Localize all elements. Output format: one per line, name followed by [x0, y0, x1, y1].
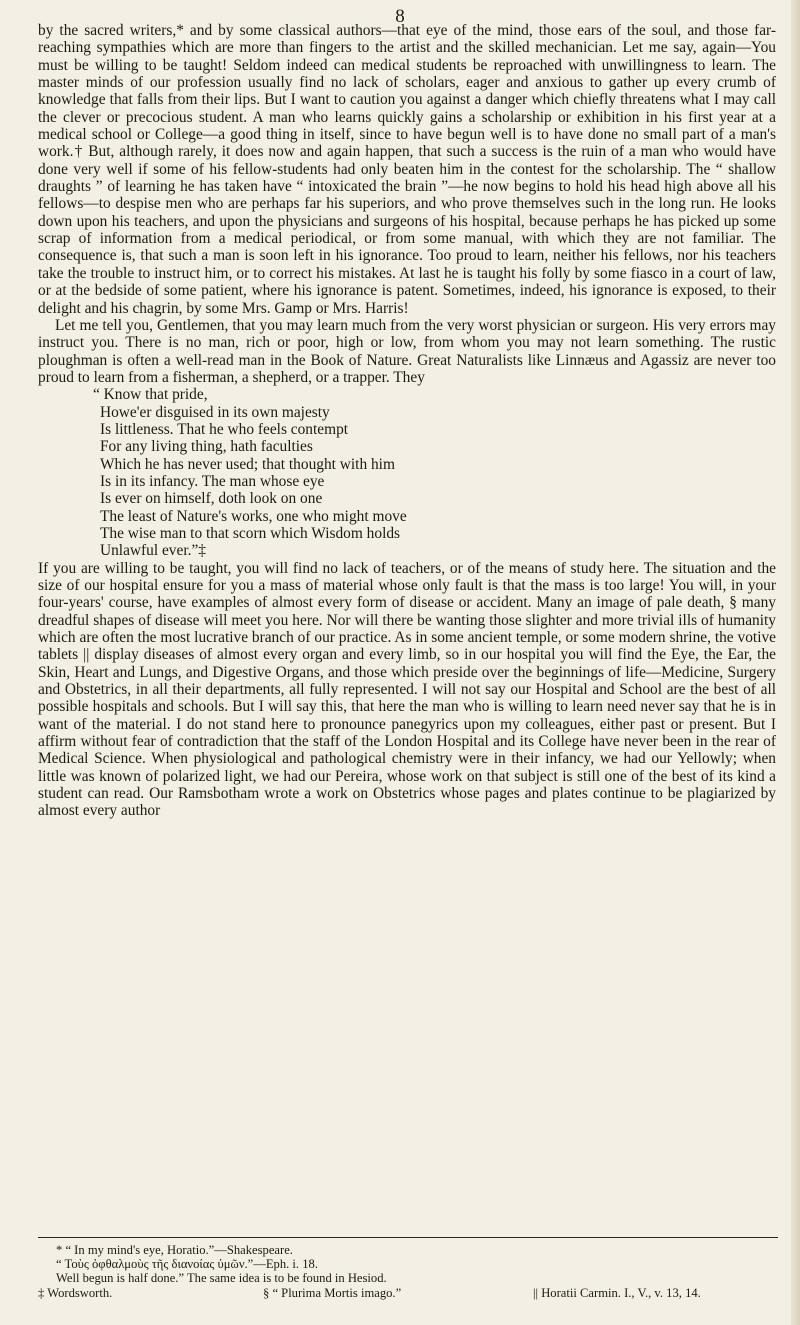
- poem-line: “ Know that pride,: [93, 386, 208, 404]
- paragraph-1: by the sacred writers,* and by some classical authors—that eye of the mind, those ears of the soul, and those far-reaching sympathies which are more than fingers to the artist and the skilled mechanician. Let me say, again—You must be willing to be taught! Seldom indeed can medical students be reproached with unwillingness to learn. The master minds of our profession usually find no lack of scholars, eager and anxious to gather up every crumb of knowledge that falls from their lips. But I want to caution you against a danger which chiefly threatens what I may call the clever or precocious student. A man who learns quickly gains a scholarship or exhibition in his first year at a medical school or College—a good thing in itself, since to have begun well is to have done no small part of a man's work.† But, although rarely, it does now and again happen, that such a success is the ruin of a man who would have done very well if some of his fellow-students had only beaten him in the contest for the scholarship. The “ shallow draughts ” of learning he has taken have “ intoxicated the brain ”—he now begins to hold his head high above all his fellows—to despise men who are perhaps far his superiors, and who prove themselves such in the long run. He looks down upon his teachers, and upon the physicians and surgeons of his hospital, because perhaps he has picked up some scrap of information from a medical periodical, or from some manual, with which they are not familiar. The consequence is, that such a man is soon left in his ignorance. Too proud to learn, neither his fellows, nor his teachers take the trouble to instruct him, or to correct his mistakes. At last he is taught his folly by some fiasco in a court of law, or at the bedside of some patient, where his ignorance is patent. Sometimes, indeed, his ignorance is exposed, to their delight and his chagrin, by some Mrs. Gamp or Mrs. Harris!: [38, 22, 776, 317]
- poem-line: The wise man to that scorn which Wisdom holds: [100, 524, 401, 542]
- footnote-section: § “ Plurima Mortis imago.”: [263, 1285, 402, 1300]
- paragraph-2: Let me tell you, Gentlemen, that you may learn much from the very worst physician or surgeon. His very errors may instruct you. There is no man, rich or poor, high or low, from whom you may not learn something. The rustic ploughman is often a well-read man in the Book of Nature. Great Naturalists like Linnæus and Agassiz are never too proud to learn from a fisherman, a shepherd, or a trapper. They: [38, 316, 776, 386]
- poem-line: Is in its infancy. The man whose eye: [100, 472, 325, 490]
- poem-line: Is littleness. That he who feels contempt: [100, 420, 349, 438]
- page-edge: [791, 0, 800, 1325]
- poem-line: The least of Nature's works, one who might move: [100, 507, 407, 525]
- footnote-divider: [38, 1237, 778, 1238]
- poem-line: For any living thing, hath faculties: [100, 438, 313, 456]
- footnote-star: * “ In my mind's eye, Horatio.”—Shakespeare.: [56, 1243, 293, 1257]
- footnote-greek-quote: “ Τοὺς ὀφθαλμοὺς τῆς διανοίας ὑμῶν.”—Eph. i. 18.: [56, 1257, 318, 1272]
- footnote-row: [38, 1286, 778, 1300]
- poem-line: Howe'er disguised in its own majesty: [100, 403, 330, 421]
- poem-quotation: [93, 386, 776, 560]
- footnote-double-dagger: ‡ Wordsworth.: [38, 1285, 113, 1300]
- poem-line: Is ever on himself, doth look on one: [100, 490, 323, 508]
- footnote-parallel: || Horatii Carmin. I., V., v. 13, 14.: [533, 1285, 701, 1300]
- paragraph-3: If you are willing to be taught, you will find no lack of teachers, or of the means of study here. The situation and the size of our hospital ensure for you a mass of material whose only fault is that the mass is too large! You will, in your four-years' course, have examples of almost every form of disease or accident. Many an image of pale death, § many dreadful shapes of disease will meet you here. Nor will there be wanting those slighter and more trivial ills of humanity which are often the most lucrative branch of our practice. As in some ancient temple, or some modern shrine, the votive tablets || display diseases of almost every organ and every limb, so in our hospital you will find the Eye, the Ear, the Skin, Heart and Lungs, and Digestive Organs, and those which preside over the beginnings of life—Medicine, Surgery and Obstetrics, in all their departments, all fully represented. I will not say our Hospital and School are the best of all possible hospitals and schools. But I will say this, that here the man who is willing to learn need never say that he is in want of the material. I do not stand here to pronounce panegyrics upon my colleagues, either past or present. But I affirm without fear of contradiction that the staff of the London Hospital and its College have never been in the rear of Medical Science. When physiological and pathological chemistry were in their infancy, we had our Yellowly; when little was known of polarized light, we had our Pereira, whose work on that subject is still one of the best of its kind a student can read. Our Ramsbotham wrote a work on Obstetrics whose pages and plates continue to be plagiarized by almost every author: [38, 559, 776, 820]
- footnote-dagger: Well begun is half done.” The same idea is to be found in Hesiod.: [56, 1271, 387, 1286]
- footnotes: [38, 1243, 778, 1300]
- page-number: 8: [395, 6, 405, 27]
- poem-line: Which he has never used; that thought with him: [100, 455, 395, 473]
- body-text: [38, 22, 776, 820]
- poem-line: Unlawful ever.”‡: [100, 542, 206, 560]
